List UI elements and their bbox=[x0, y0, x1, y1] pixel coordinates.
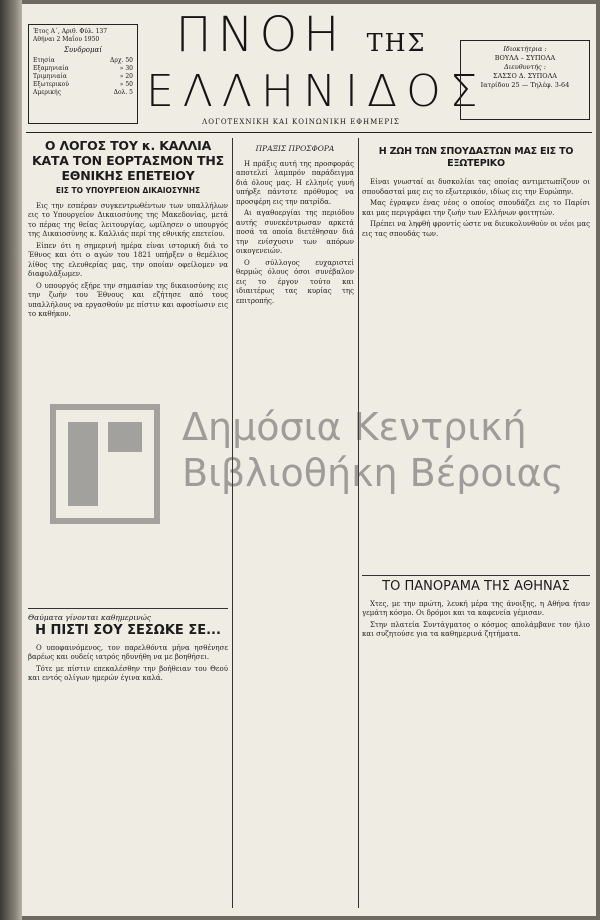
article-paragraph: Μας έγραψεν ένας νέος ο οποίος σπουδάζει εις το Παρίσι και μας περιγράφει την ζωήν των Ελλήνων φοιτητών. bbox=[362, 199, 590, 217]
article-paragraph: Τότε με πίστιν επεκαλέσθην την βοήθειαν του Θεού και εντός ολίγων ημερών έγινα καλά. bbox=[28, 664, 228, 682]
article-headline: ΠΡΑΞΙΣ ΠΡΟΣΦΟΡΑ bbox=[255, 144, 335, 153]
article-paragraph: Ο υπουργός εξήρε την σημασίαν της δικαιοσύνης εις την ζωήν του Έθνους και εζήτησε από τους υπαλλήλους να εργασθούν με πίστιν και αφοσίωσιν εις το καθήκον. bbox=[28, 281, 228, 318]
right-column bbox=[362, 138, 590, 908]
article-paragraph: Στην πλατεία Συντάγματος ο κόσμος απολάμβανε τον ήλιο και συζητούσε για τα καθημερινά ζητήματα. bbox=[362, 620, 590, 638]
library-watermark bbox=[182, 404, 564, 496]
article-paragraph: Ο υποφαινόμενος, τον παρελθόντα μήνα ησθένησε βαρέως και ουδείς ιατρός ηδυνήθη να με βοηθήσει. bbox=[28, 643, 228, 661]
page-binding-edge bbox=[0, 0, 22, 920]
masthead-title bbox=[146, 7, 456, 68]
article-paragraph: Αι αγαθοεργίαι της περιόδου αυτής συνεκέντρωσαν αρκετά ποσά τα οποία διετέθησαν διά την ενίσχυσιν των απόρων οικογενειών. bbox=[236, 209, 354, 255]
masthead-rule bbox=[26, 132, 592, 133]
column-divider bbox=[232, 138, 233, 908]
column-divider bbox=[358, 138, 359, 908]
section-kicker: Θαύματα γίνονται καθημερινώς bbox=[28, 612, 152, 622]
issue-line: Έτος Α΄, Αριθ. Φύλ. 137 bbox=[33, 28, 108, 35]
article-paragraph: Χτες, με την πρώτη, λευκή μέρα της άνοιξης, η Αθήνα ήταν γεμάτη κόσμο. Οι δρόμοι και τα καφενεία γέμισαν. bbox=[362, 599, 590, 617]
subscriptions-title: Συνδρομαί bbox=[63, 46, 103, 54]
owner-name: ΒΟΥΛΑ – ΣΥΠΟΛΑ bbox=[494, 54, 556, 62]
section-headline: ΤΟ ΠΑΝΟΡΑΜΑ ΤΗΣ ΑΘΗΝΑΣ bbox=[382, 579, 570, 594]
director-label: Διευθυντής : bbox=[504, 63, 546, 71]
subscription-row: Τριμηνιαία » 20 bbox=[33, 73, 133, 80]
issue-info-box bbox=[28, 24, 138, 124]
article-paragraph: Είπεν ότι η σημερινή ημέρα είναι ιστορική διά το Έθνος και ότι ο αγών του 1821 υπήρξεν ο θεμέλιος λίθος της ελευθερίας μας, την οποίαν οφείλομεν να διαφυλάξωμεν. bbox=[28, 241, 228, 278]
subscription-row: Εξωτερικού » 50 bbox=[33, 81, 133, 88]
newspaper-page bbox=[22, 4, 596, 916]
director-name: ΣΑΣΣΟ Δ. ΣΥΠΟΛΑ bbox=[493, 72, 557, 80]
subscription-row: Ετησία Δρχ. 50 bbox=[33, 57, 133, 64]
masthead-title-second: ΕΛΛΗΝΙΔΟΣ bbox=[146, 66, 487, 117]
issue-line: Αθήναι 2 Μαΐου 1950 bbox=[33, 36, 100, 43]
subscription-row: Αμερικής Δολ. 5 bbox=[33, 89, 133, 96]
subscription-row: Εξαμηνιαία » 30 bbox=[33, 65, 133, 72]
section-headline: Η ΠΙΣΤΙ ΣΟΥ ΣΕΣΩΚΕ ΣΕ... bbox=[35, 623, 221, 638]
article-paragraph: Η πράξις αυτή της προσφοράς αποτελεί λαμπρόν παράδειγμα διά όλους μας. Η ελληνίς γυνή υπήρξε πάντοτε πρόθυμος να προσφέρη εις την πατρίδα. bbox=[236, 159, 354, 206]
publisher-box bbox=[460, 40, 590, 120]
article-paragraph: Είναι γνωσταί αι δυσκολίαι τας οποίας αντιμετωπίζουν οι σπουδασταί μας εις το εξωτερικόν, ιδίως εις την Ευρώπην. bbox=[362, 178, 590, 196]
watermark-line: Δημόσια Κεντρική bbox=[182, 405, 527, 449]
watermark-line: Βιβλιοθήκη Βέροιας bbox=[182, 451, 564, 495]
masthead-tagline: ΛΟΓΟΤΕΧΝΙΚΗ ΚΑΙ ΚΟΙΝΩΝΙΚΗ ΕΦΗΜΕΡΙΣ bbox=[202, 118, 400, 126]
publisher-address: Ιατρίδου 25 — Τηλέφ. 3-64 bbox=[480, 81, 570, 89]
article-paragraph: Πρέπει να ληφθή φροντίς ώστε να διευκολυνθούν οι νέοι μας εις τας σπουδάς των. bbox=[362, 220, 590, 238]
title-article: ΤΗΣ bbox=[366, 29, 427, 57]
middle-column bbox=[236, 138, 354, 898]
article-headline: Ο ΛΟΓΟΣ ΤΟΥ κ. ΚΑΛΛΙΑ ΚΑΤΑ ΤΟΝ ΕΟΡΤΑΣΜΟΝ ΤΗΣ ΕΘΝΙΚΗΣ ΕΠΕΤΕΙΟΥ bbox=[32, 138, 224, 183]
title-word: ΠΝΟΗ bbox=[175, 7, 346, 63]
article-paragraph: Εις την εσπέραν συγκεντρωθέντων των υπαλλήλων εις το Υπουργείον Δικαιοσύνης της Μακεδονίας, μετά το πέρας της θείας λειτουργίας, ωμίλησεν ο υπουργός της Δικαιοσύνης κ. Καλλιάς περί της εθνικής επετείου. bbox=[28, 201, 228, 238]
library-logo-watermark bbox=[50, 404, 160, 524]
article-subhead: ΕΙΣ ΤΟ ΥΠΟΥΡΓΕΙΟΝ ΔΙΚΑΙΟΣΥΝΗΣ bbox=[55, 186, 201, 195]
owner-label: Ιδιοκτήτρια : bbox=[503, 45, 547, 53]
article-headline: Η ΖΩΗ ΤΩΝ ΣΠΟΥΔΑΣΤΩΝ ΜΑΣ ΕΙΣ ΤΟ ΕΞΩΤΕΡΙΚΟ bbox=[378, 146, 574, 169]
article-paragraph: Ο σύλλογος ευχαριστεί θερμώς όλους όσοι συνέβαλον εις το έργον τούτο και ιδιαιτέρως τας κυρίας της επιτροπής. bbox=[236, 258, 354, 305]
